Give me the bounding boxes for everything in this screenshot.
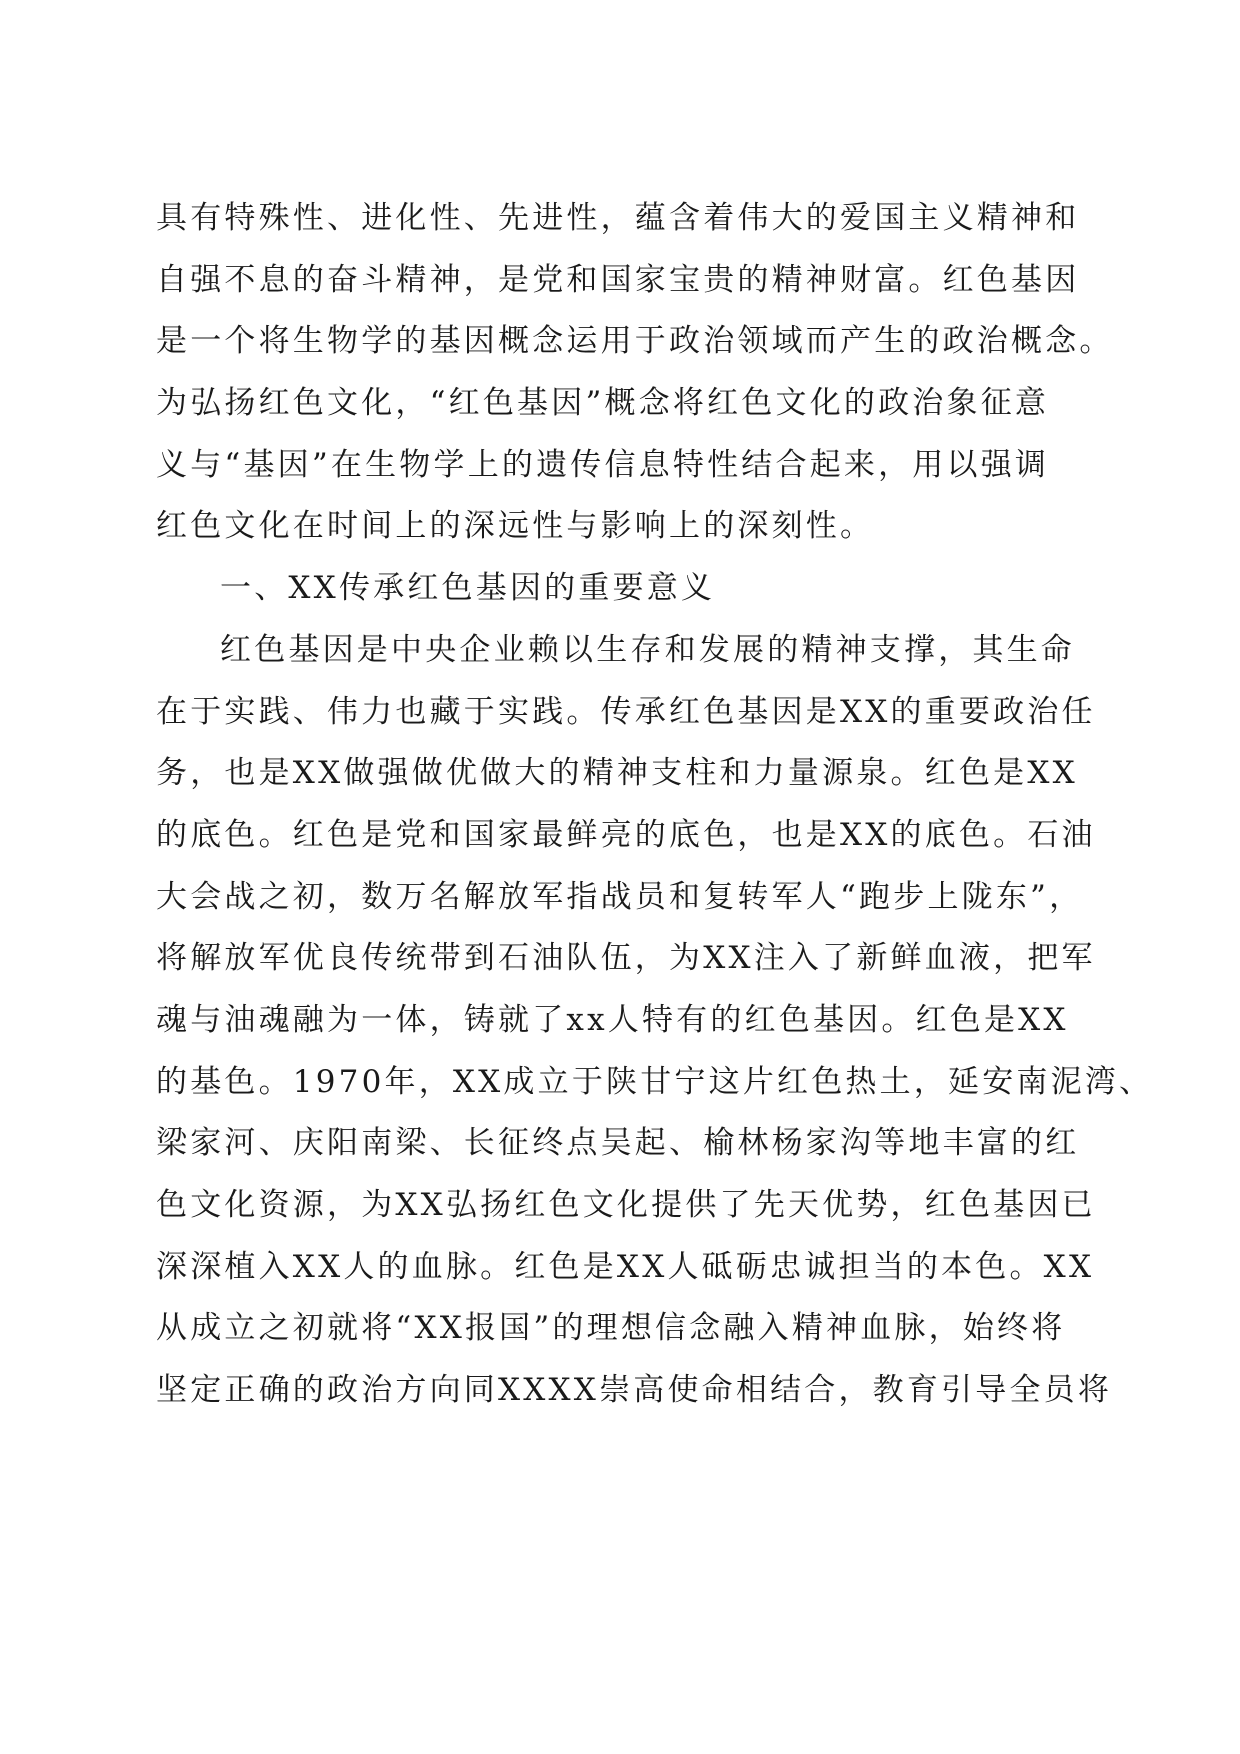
paragraph-first-line: 红色基因是中央企业赖以生存和发展的精神支撑，其生命 bbox=[220, 631, 1075, 668]
text-line: 自强不息的奋斗精神，是党和国家宝贵的精神财富。红色基因 bbox=[156, 261, 1080, 298]
text-line: 梁家河、庆阳南梁、长征终点吴起、榆林杨家沟等地丰富的红 bbox=[156, 1125, 1080, 1162]
text-line: 在于实践、伟力也藏于实践。传承红色基因是XX的重要政治任 bbox=[156, 693, 1096, 730]
text-line: 大会战之初，数万名解放军指战员和复转军人“跑步上陇东”， bbox=[156, 878, 1084, 915]
body-text bbox=[156, 188, 1154, 1422]
text-line: 为弘扬红色文化，“红色基因”概念将红色文化的政治象征意 bbox=[156, 385, 1050, 422]
text-line: 是一个将生物学的基因概念运用于政治领域而产生的政治概念。 bbox=[156, 323, 1114, 360]
section-heading: 一、XX传承红色基因的重要意义 bbox=[220, 570, 716, 607]
text-line: 的基色。1970年，XX成立于陕甘宁这片红色热土，延安南泥湾、 bbox=[156, 1063, 1154, 1100]
text-line: 红色文化在时间上的深远性与影响上的深刻性。 bbox=[156, 508, 875, 545]
text-line: 深深植入XX人的血脉。红色是XX人砥砺忠诚担当的本色。XX bbox=[156, 1248, 1095, 1285]
text-line: 的底色。红色是党和国家最鲜亮的底色，也是XX的底色。石油 bbox=[156, 816, 1096, 853]
text-line: 务，也是XX做强做优做大的精神支柱和力量源泉。红色是XX bbox=[156, 755, 1078, 792]
text-line: 魂与油魂融为一体，铸就了xx人特有的红色基因。红色是XX bbox=[156, 1001, 1069, 1038]
text-line: 将解放军优良传统带到石油队伍，为XX注入了新鲜血液，把军 bbox=[156, 940, 1096, 977]
text-line: 从成立之初就将“XX报国”的理想信念融入精神血脉，始终将 bbox=[156, 1310, 1066, 1347]
text-line: 色文化资源，为XX弘扬红色文化提供了先天优势，红色基因已 bbox=[156, 1187, 1096, 1223]
text-line: 坚定正确的政治方向同XXXX崇高使命相结合，教育引导全员将 bbox=[156, 1372, 1113, 1409]
text-line: 义与“基因”在生物学上的遗传信息特性结合起来，用以强调 bbox=[156, 446, 1050, 483]
text-line: 具有特殊性、进化性、先进性，蕴含着伟大的爱国主义精神和 bbox=[156, 200, 1080, 236]
